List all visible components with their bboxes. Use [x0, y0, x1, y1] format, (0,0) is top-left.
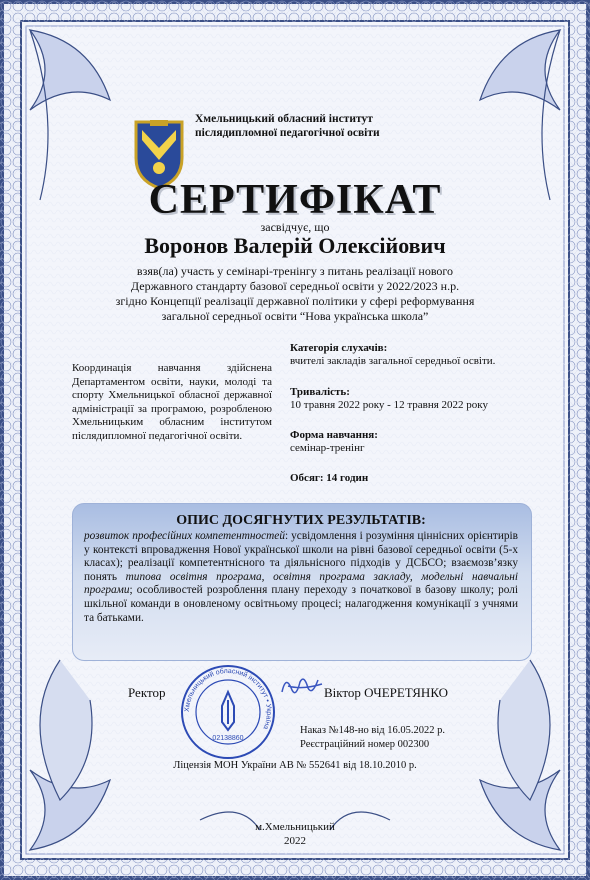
results-title: ОПИС ДОСЯГНУТИХ РЕЗУЛЬТАТІВ: [176, 513, 426, 528]
results-italic-1: розвиток професійних компетентностей [84, 530, 285, 542]
participation-line: загальної середньої освіти “Нова українська школа” [161, 309, 429, 323]
city: м.Хмельницький [255, 821, 335, 833]
signature-scribble [278, 672, 328, 702]
registration-number: Реєстраційний номер 002300 [300, 739, 430, 750]
official-stamp [178, 662, 278, 762]
category-label: Категорія слухачів: [290, 342, 388, 354]
participation-line: згідно Концепції реалізації державної політики у сфері реформування [115, 294, 475, 308]
participation-line: Державного стандарту базової середньої освіти у 2022/2023 н.р. [130, 279, 460, 293]
results-italic-2: типова освітня програма, освітня програма закладу, модельні навчальні програми [84, 570, 518, 597]
category-block [290, 342, 540, 368]
coordination-text: Координація навчання здійснена Департаментом освіти, науки, молоді та спорту Хмельницької обласної державної адміністрації за програмою, розробленою Хмельницьким обласним інститутом післядипломної педагогічної освіти. [72, 362, 272, 442]
footer [0, 820, 590, 848]
license-text: Ліцензія МОН України АВ № 552641 від 18.10.2010 р. [173, 760, 417, 771]
results-text-1: : усвідомлення і розуміння ціннісних орієнтирів у контексті впровадження Нової української школи на рівні базової середньої освіти (5-х класах); реалізації компетентнісного та діяльнісного підходів у ДСБСО; взаємозв’язку понять [84, 530, 518, 583]
results-text [84, 530, 518, 625]
stamp-code: 02138860 [212, 735, 244, 742]
results-text-2: ; особливостей розроблення плану переходу з початкової в базову школу; ролі шкільної команди в оновленому освітньому процесі; налагодження комунікації з учнями та батьками. [84, 584, 518, 624]
form-label: Форма навчання: [290, 429, 378, 441]
form-value: семінар-тренінг [290, 442, 365, 454]
category-value: вчителі закладів загальної середньої освіти. [290, 355, 496, 367]
duration-label: Тривалість: [290, 386, 350, 398]
duration-value: 10 травня 2022 року - 12 травня 2022 року [290, 399, 488, 411]
institution-line-1: Хмельницький обласний інститут [195, 113, 373, 125]
institution-name [195, 112, 455, 140]
participation-text [60, 264, 530, 324]
order-number: Наказ №148-но від 16.05.2022 р. [300, 725, 445, 736]
year: 2022 [284, 835, 306, 847]
order-info [300, 724, 445, 752]
form-block [290, 429, 540, 455]
attests-text: засвідчує, що [260, 220, 330, 234]
duration-block [290, 386, 540, 412]
certificate-title: СЕРТИФІКАТ [148, 177, 442, 223]
institution-line-2: післядипломної педагогічної освіти [195, 127, 380, 139]
signer-name: Віктор ОЧЕРЕТЯНКО [324, 685, 449, 700]
stamp-ring-text: Хмельницький обласний інститут • Україна [183, 667, 273, 731]
volume-text: Обсяг: 14 годин [290, 472, 369, 484]
recipient-name: Воронов Валерій Олексійович [144, 233, 446, 258]
participation-line: взяв(ла) участь у семінарі-тренінгу з питань реалізації нового [136, 264, 454, 278]
rector-label: Ректор [128, 685, 166, 700]
